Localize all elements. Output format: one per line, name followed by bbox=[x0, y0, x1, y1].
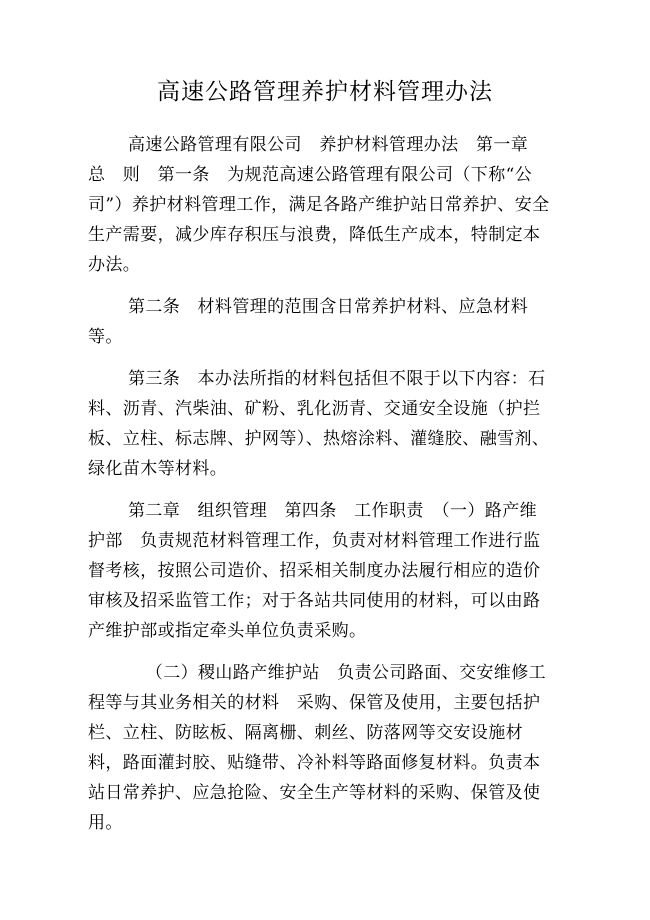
paragraph-article-two: 第二条 材料管理的范围含日常养护材料、应急材料等。 bbox=[88, 297, 529, 347]
paragraph-jishan-station: （二）稷山路产维护站 负责公司路面、交安维修工程等与其业务相关的材料 采购、保管及使用，主要包括护栏、立柱、防眩板、隔离栅、刺丝、防落网等交安设施材料，路面灌封胶、贴缝带、冷补料等路面修复材料。负责本站日常养护、应急抢险、安全生产等材料的采购、保管及使用。 bbox=[88, 663, 546, 833]
document-body bbox=[88, 130, 554, 850]
paragraph-chapter-two: 第二章 组织管理 第四条 工作职责 （一）路产维护部 负责规范材料管理工作，负责对材料管理工作进行监督考核，按照公司造价、招采相关制度办法履行相应的造价审核及招采监管工作；对于各站共同使用的材料，可以由路产维护部或指定牵头单位负责采购。 bbox=[88, 501, 541, 641]
paragraph-chapter-one: 高速公路管理有限公司 养护材料管理办法 第一章 总 则 第一条 为规范高速公路管理有限公司（下称“公司”）养护材料管理工作，满足各路产维护站日常养护、安全生产需要，减少库存积压与浪费，降低生产成本，特制定本办法。 bbox=[88, 135, 550, 275]
paragraph-article-three: 第三条 本办法所指的材料包括但不限于以下内容：石料、沥青、汽柴油、矿粉、乳化沥青、交通安全设施（护拦板、立柱、标志牌、护网等）、热熔涂料、灌缝胶、融雪剂、绿化苗木等材料。 bbox=[88, 369, 550, 479]
document-title: 高速公路管理养护材料管理办法 bbox=[157, 79, 493, 105]
